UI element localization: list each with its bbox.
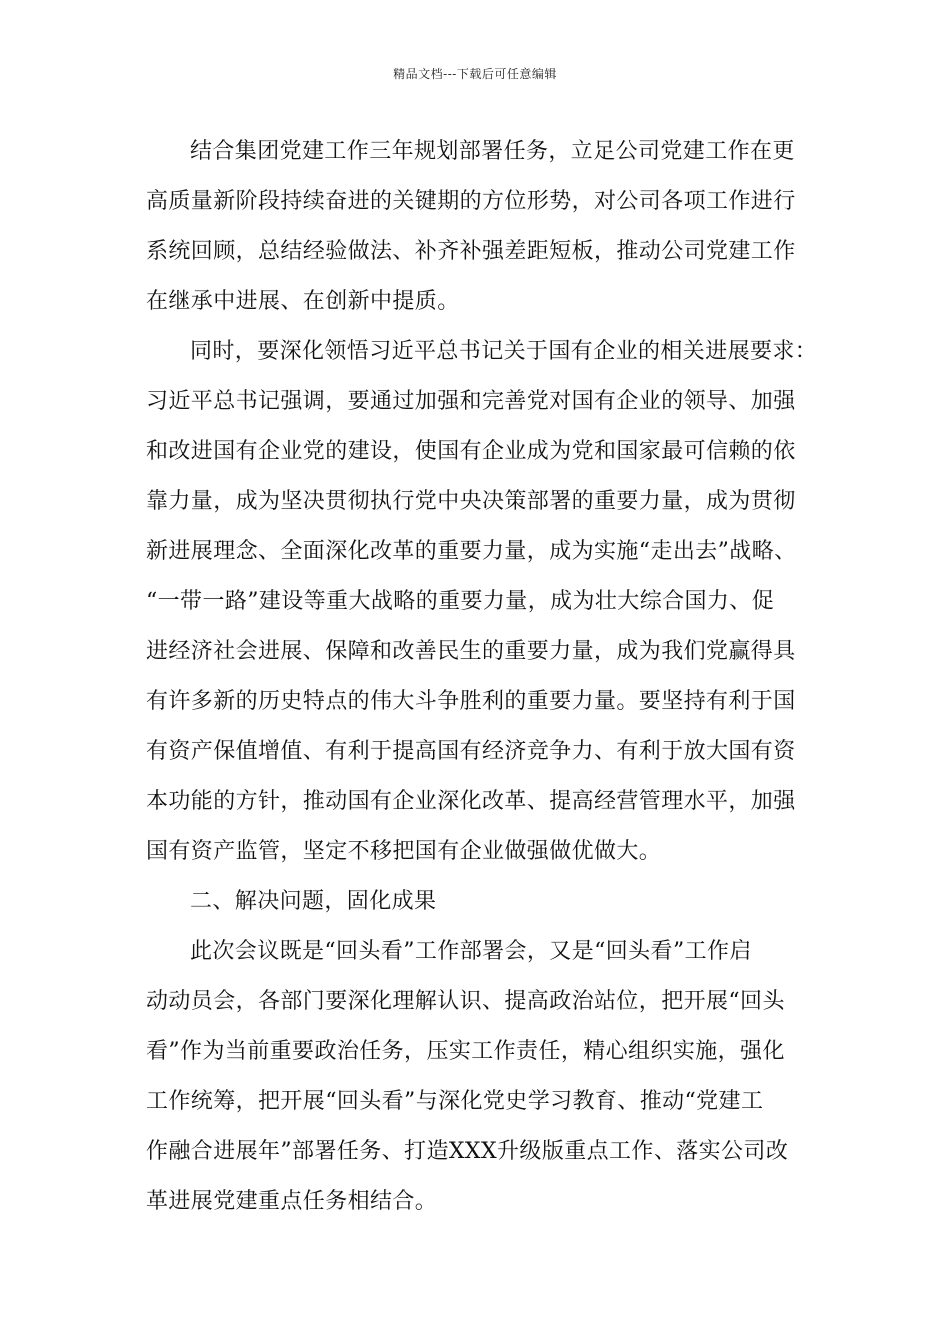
paragraph-line: 工作统筹，把开展“回头看”与深化党史学习教育、推动“党建工	[146, 1089, 764, 1114]
paragraph-line: 有许多新的历史特点的伟大斗争胜利的重要力量。要坚持有利于国	[146, 689, 796, 714]
page-header: 精品文档---下载后可任意编辑	[393, 67, 557, 81]
paragraph-line: 革进展党建重点任务相结合。	[146, 1189, 438, 1214]
paragraph-line: 本功能的方针，推动国有企业深化改革、提高经营管理水平，加强	[146, 789, 796, 814]
paragraph-line: 进经济社会进展、保障和改善民生的重要力量，成为我们党赢得具	[146, 639, 796, 664]
paragraph-line: 靠力量，成为坚决贯彻执行党中央决策部署的重要力量，成为贯彻	[146, 489, 796, 514]
paragraph-line: 作融合进展年”部署任务、打造XXX升级版重点工作、落实公司改	[146, 1139, 789, 1164]
paragraph-line: 在继承中进展、在创新中提质。	[146, 289, 460, 314]
paragraph-line: 和改进国有企业党的建设，使国有企业成为党和国家最可信赖的依	[146, 439, 796, 464]
paragraph-line: 系统回顾，总结经验做法、补齐补强差距短板，推动公司党建工作	[146, 239, 796, 264]
document-body	[146, 127, 818, 1227]
section-heading: 二、解决问题，固化成果	[190, 889, 437, 914]
paragraph-line: “一带一路”建设等重大战略的重要力量，成为壮大综合国力、促	[146, 589, 775, 614]
paragraph-line: 国有资产监管，坚定不移把国有企业做强做优做大。	[146, 839, 662, 864]
paragraph-line: 习近平总书记强调，要通过加强和完善党对国有企业的领导、加强	[146, 389, 796, 414]
paragraph-line: 此次会议既是“回头看”工作部署会，又是“回头看”工作启	[190, 939, 752, 964]
paragraph-line: 新进展理念、全面深化改革的重要力量，成为实施“走出去”战略、	[146, 539, 797, 564]
paragraph-line: 结合集团党建工作三年规划部署任务，立足公司党建工作在更	[190, 139, 795, 164]
paragraph-line: 同时，要深化领悟习近平总书记关于国有企业的相关进展要求：	[190, 339, 818, 364]
paragraph-line: 动动员会，各部门要深化理解认识、提高政治站位，把开展“回头	[146, 989, 785, 1014]
paragraph-line: 看”作为当前重要政治任务，压实工作责任，精心组织实施，强化	[146, 1039, 785, 1064]
paragraph-line: 高质量新阶段持续奋进的关键期的方位形势，对公司各项工作进行	[146, 189, 796, 214]
paragraph-line: 有资产保值增值、有利于提高国有经济竞争力、有利于放大国有资	[146, 739, 796, 764]
